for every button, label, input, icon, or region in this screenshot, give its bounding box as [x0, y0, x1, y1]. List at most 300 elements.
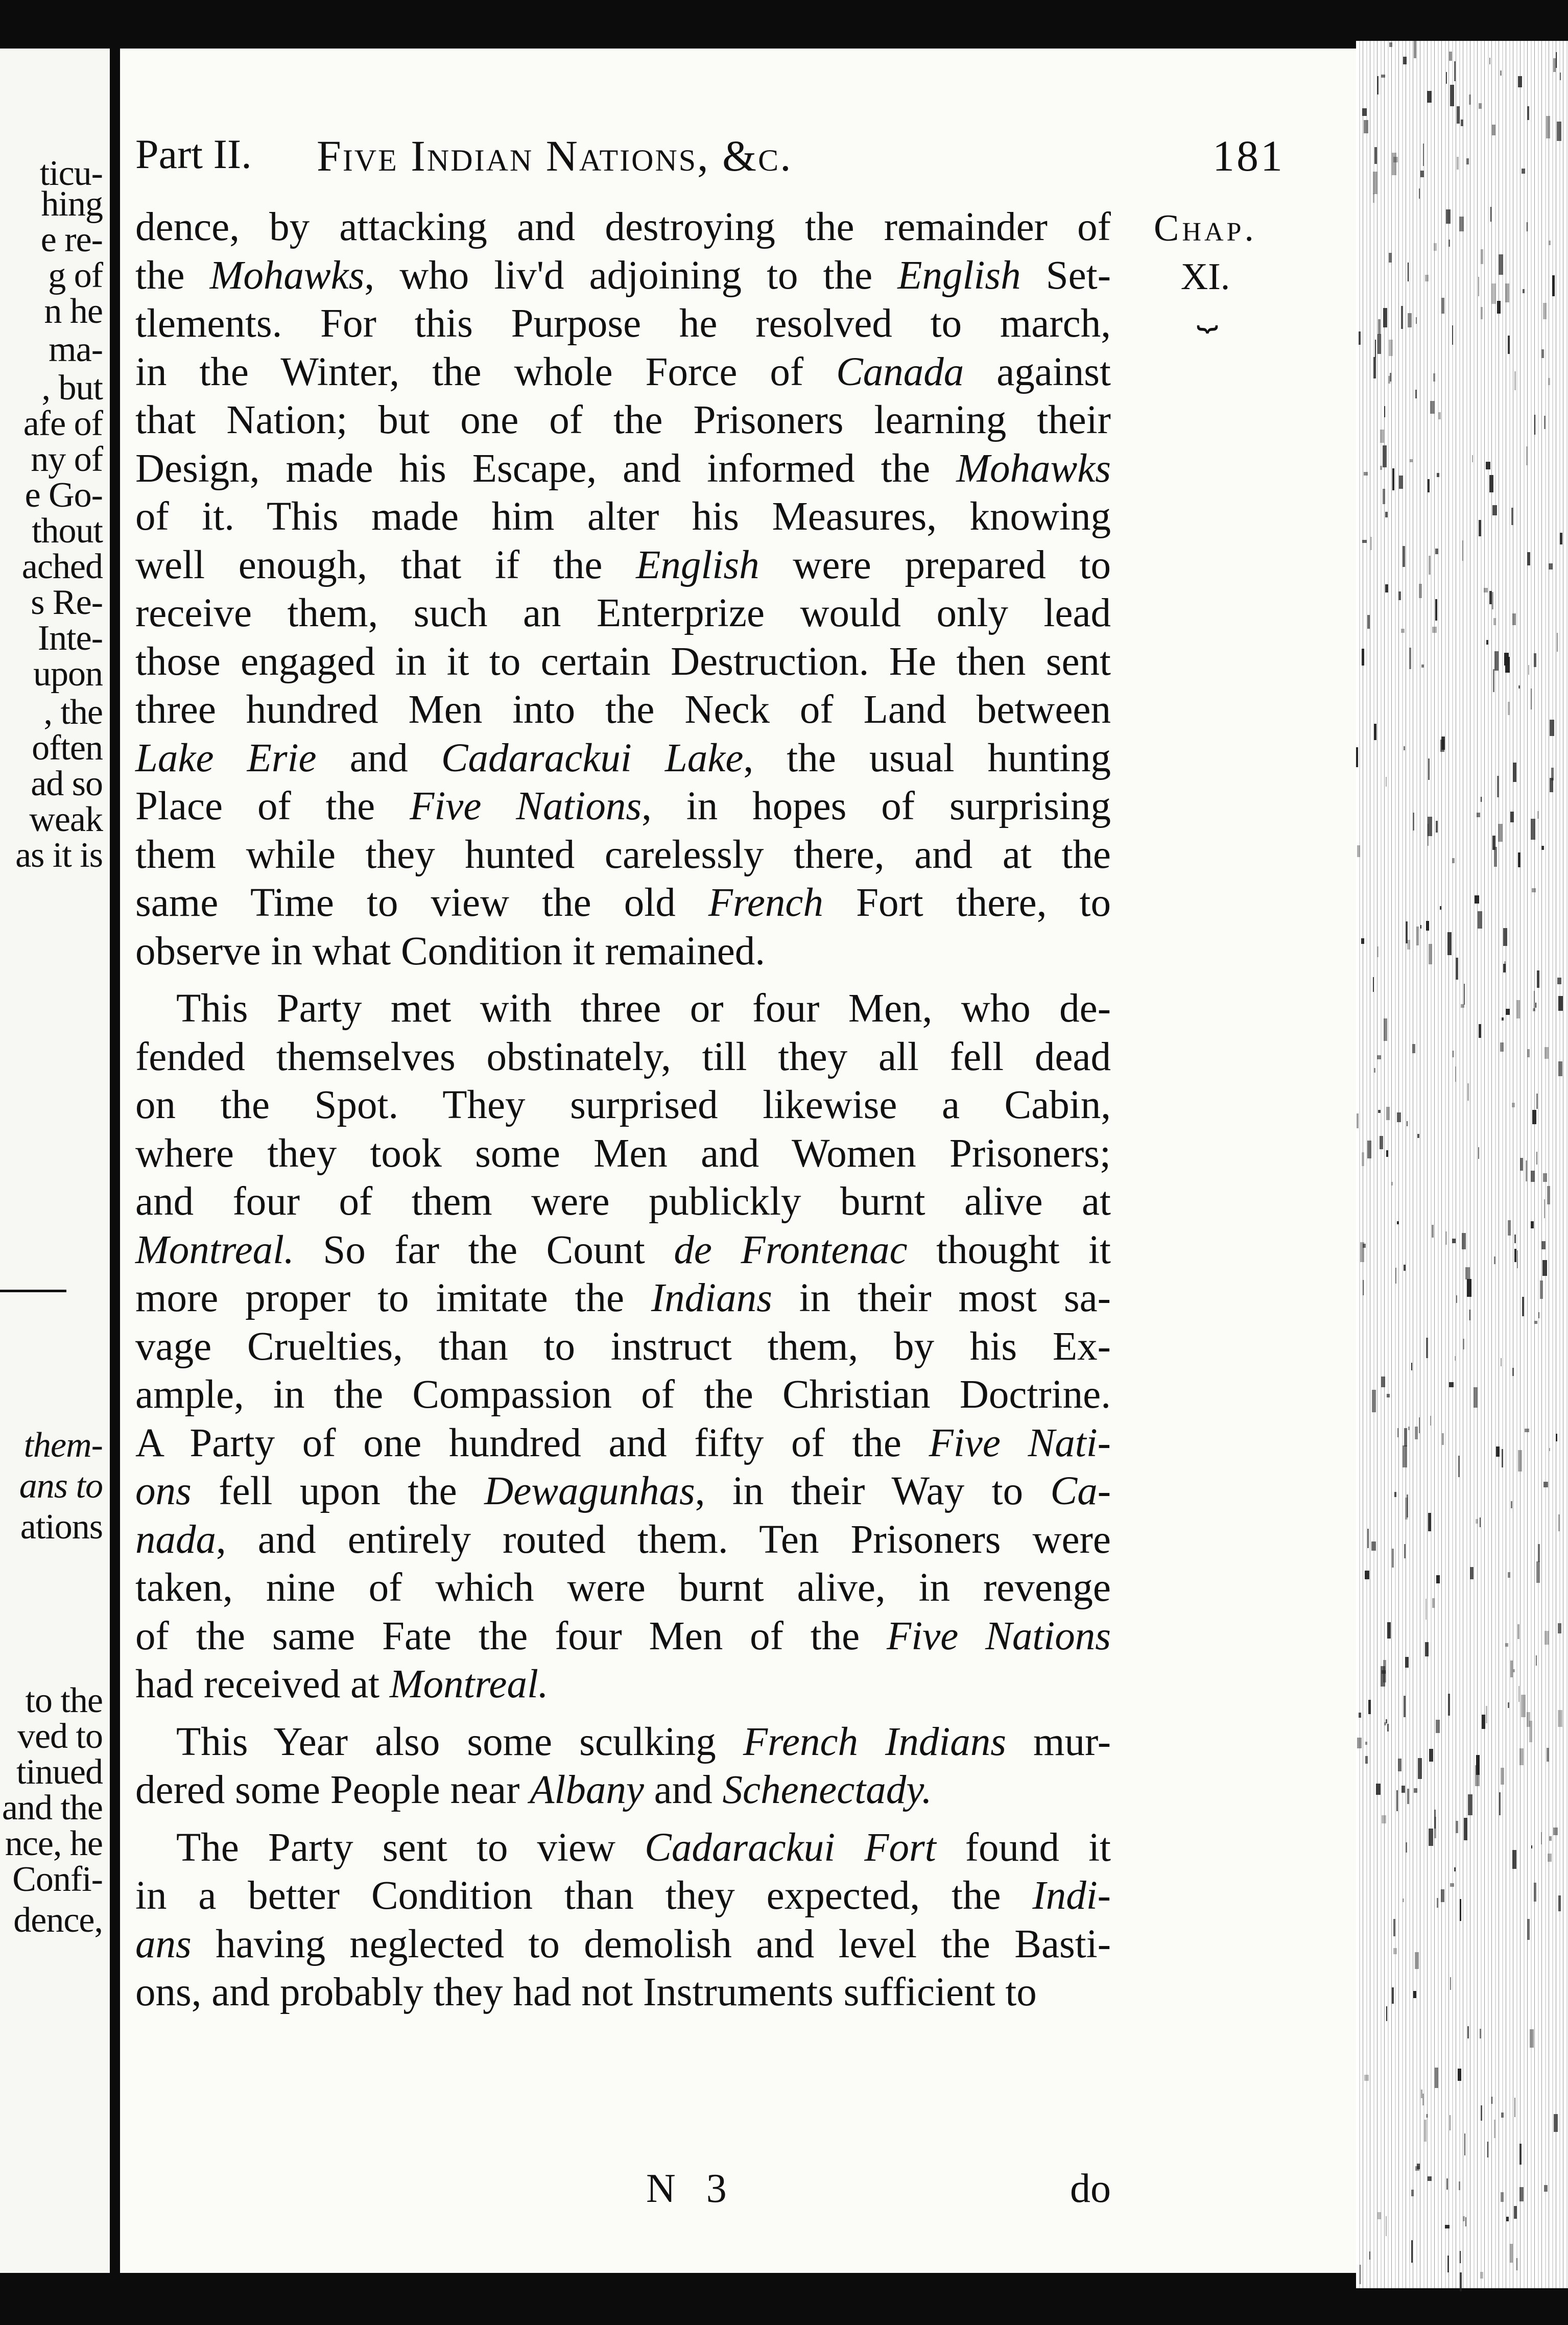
- scan-speck: [1386, 1150, 1388, 1157]
- scan-speck: [1491, 2097, 1492, 2104]
- text-line: tlements. For this Purpose he resolved to march,: [135, 301, 1111, 346]
- scan-speck: [1420, 925, 1421, 929]
- scan-speck: [1475, 895, 1479, 904]
- previous-page-fragment: ved to: [17, 1717, 103, 1756]
- previous-page-fragment: ached: [21, 547, 103, 586]
- scan-speck: [1489, 475, 1493, 492]
- scan-speck: [1487, 2142, 1488, 2157]
- scan-speck: [1557, 122, 1561, 141]
- scan-speck: [1455, 1066, 1456, 1082]
- scan-speck: [1377, 334, 1381, 354]
- text-line: taken, nine of which were burnt alive, in revenge: [135, 1565, 1111, 1610]
- scan-speck: [1432, 1598, 1435, 1608]
- scan-speck: [1442, 1433, 1444, 1445]
- scan-speck: [1376, 1784, 1381, 1795]
- scan-speck: [1405, 1498, 1408, 1520]
- scan-speck: [1480, 2272, 1483, 2279]
- scan-speck: [1407, 1789, 1409, 1804]
- scan-speck: [1397, 1428, 1398, 1437]
- scan-speck: [1434, 243, 1437, 251]
- scan-speck: [1514, 1235, 1516, 1243]
- scan-speck: [1398, 591, 1401, 600]
- scan-speck: [1383, 445, 1387, 467]
- scan-speck: [1531, 1171, 1535, 1182]
- scan-speck: [1432, 627, 1437, 633]
- scan-speck: [1456, 1295, 1457, 1303]
- scan-speck: [1511, 1501, 1512, 1508]
- scan-speck: [1535, 1003, 1536, 1008]
- text-line: fended themselves obstinately, till they all fell dead: [135, 1034, 1111, 1079]
- scan-speck: [1476, 1755, 1480, 1775]
- running-head: [135, 130, 1285, 186]
- scan-speck: [1499, 254, 1503, 275]
- scan-speck: [1404, 1265, 1406, 1271]
- text-line: in the Winter, the whole Force of Canada against: [135, 349, 1111, 394]
- scan-speck: [1518, 685, 1520, 689]
- scan-speck: [1489, 58, 1490, 64]
- text-line: Design, made his Escape, and informed the Mohawks: [135, 446, 1111, 491]
- scan-speck: [1508, 1220, 1511, 1236]
- scan-speck: [1549, 1836, 1552, 1841]
- scan-speck: [1373, 357, 1376, 378]
- previous-page-fragment: to the: [25, 1681, 103, 1720]
- scan-speck: [1508, 1572, 1510, 1578]
- scan-speck: [1506, 1009, 1510, 1015]
- scan-speck: [1419, 188, 1420, 199]
- scan-speck: [1494, 2120, 1495, 2138]
- previous-page-fragment: ad so: [31, 764, 103, 803]
- scan-speck: [1511, 508, 1513, 525]
- scan-speck: [1394, 1492, 1396, 1497]
- scan-speck: [1514, 371, 1516, 390]
- previous-page-fragment: them-: [23, 1426, 103, 1465]
- scan-speck: [1537, 811, 1539, 819]
- scan-speck: [1389, 340, 1393, 356]
- scan-speck: [1503, 928, 1507, 946]
- scan-speck: [1426, 1599, 1427, 1620]
- scan-speck: [1503, 964, 1506, 972]
- scan-speck: [1449, 1382, 1454, 1387]
- scan-speck: [1377, 946, 1379, 957]
- text-line: dered some People near Albany and Schenectady.: [135, 1768, 932, 1812]
- scan-speck: [1378, 1110, 1381, 1113]
- scan-speck: [1385, 584, 1388, 592]
- scan-speck: [1415, 390, 1417, 398]
- scan-speck: [1430, 1416, 1431, 1426]
- scan-speck: [1477, 813, 1480, 817]
- scan-speck: [1516, 2258, 1517, 2270]
- scan-speck: [1467, 1279, 1471, 1297]
- previous-page-edge: [0, 49, 110, 2273]
- scan-speck: [1536, 1152, 1537, 1165]
- scan-speck: [1363, 1244, 1366, 1248]
- scan-speck: [1437, 1898, 1438, 1908]
- scan-speck: [1426, 921, 1429, 931]
- scan-speck: [1420, 171, 1424, 177]
- scan-speck: [1406, 921, 1408, 943]
- text-line: Montreal. So far the Count de Frontenac thought it: [135, 1227, 1111, 1272]
- scan-speck: [1479, 1024, 1481, 1038]
- scan-speck: [1502, 1017, 1504, 1021]
- previous-page-fragment: and the: [2, 1788, 103, 1828]
- scan-speck: [1536, 1561, 1540, 1583]
- scan-speck: [1520, 1158, 1523, 1171]
- scan-speck: [1552, 275, 1555, 296]
- scan-speck: [1527, 222, 1528, 231]
- scan-speck: [1514, 1249, 1516, 1262]
- scan-speck: [1508, 1702, 1509, 1708]
- scan-speck: [1549, 563, 1553, 570]
- page-number: 181: [1213, 131, 1285, 180]
- scan-speck: [1377, 2212, 1381, 2219]
- part-label: Part II.: [135, 131, 252, 177]
- scan-speck: [1429, 1829, 1433, 1846]
- scan-speck: [1460, 2251, 1461, 2263]
- text-line: and four of them were publickly burnt alive at: [135, 1179, 1111, 1224]
- scan-speck: [1558, 1623, 1561, 1633]
- scan-speck: [1557, 978, 1561, 984]
- scan-speck: [1534, 653, 1536, 667]
- scan-speck: [1427, 2114, 1428, 2118]
- scan-speck: [1531, 1221, 1534, 1228]
- scan-speck: [1536, 1094, 1538, 1109]
- scan-speck: [1557, 633, 1558, 652]
- scan-speck: [1411, 2240, 1413, 2263]
- scan-speck: [1514, 2206, 1517, 2219]
- scan-speck: [1445, 1231, 1447, 1245]
- scan-speck: [1513, 1669, 1515, 1672]
- scan-speck: [1548, 1854, 1552, 1862]
- text-line: had received at Montreal.: [135, 1662, 549, 1706]
- scan-speck: [1560, 533, 1562, 544]
- text-line: of it. This made him alter his Measures, knowing: [135, 494, 1111, 539]
- text-line: in a better Condition than they expected, the Indi-: [135, 1873, 1111, 1918]
- scan-speck: [1417, 1134, 1419, 1138]
- scan-speck: [1528, 665, 1529, 675]
- scan-speck: [1423, 144, 1424, 166]
- previous-page-fragment: dence,: [13, 1901, 103, 1940]
- scan-speck: [1429, 944, 1432, 964]
- scan-speck: [1493, 669, 1494, 692]
- scan-speck: [1374, 724, 1376, 740]
- scan-speck: [1478, 911, 1482, 929]
- scan-speck: [1482, 1715, 1485, 1729]
- previous-page-fragment: n he: [44, 292, 103, 331]
- scan-speck: [1460, 2272, 1462, 2291]
- scan-speck: [1556, 52, 1557, 68]
- scan-speck: [1440, 906, 1441, 910]
- scan-speck: [1380, 466, 1382, 470]
- scan-speck: [1383, 308, 1387, 327]
- scan-speck: [1450, 1977, 1451, 1990]
- scan-speck: [1500, 1042, 1504, 1052]
- scan-speck: [1403, 57, 1407, 64]
- scan-speck: [1408, 1427, 1410, 1430]
- scan-speck: [1545, 1631, 1549, 1645]
- scan-speck: [1436, 1720, 1440, 1733]
- scan-speck: [1518, 76, 1522, 87]
- previous-page-fragment: , but: [41, 368, 103, 408]
- scan-speck: [1549, 241, 1551, 245]
- text-line: well enough, that if the English were prepared to: [135, 542, 1111, 587]
- scan-speck: [1456, 958, 1458, 980]
- scan-speck: [1457, 106, 1460, 124]
- scan-speck: [1387, 1622, 1391, 1639]
- scan-speck: [1367, 615, 1370, 629]
- previous-page-fragment: e Go-: [25, 476, 103, 515]
- scan-speck: [1397, 1221, 1399, 1224]
- scan-speck: [1518, 1686, 1519, 1702]
- scan-speck: [1465, 1267, 1470, 1279]
- previous-page-fragment: hing: [41, 184, 103, 224]
- scan-speck: [1419, 1417, 1420, 1433]
- scan-speck: [1441, 737, 1445, 750]
- scan-speck: [1486, 640, 1488, 645]
- text-line: dence, by attacking and destroying the remainder of: [135, 205, 1111, 249]
- text-line: This Year also some sculking French Indians mur-: [176, 1719, 1111, 1764]
- scan-speck: [1541, 1832, 1542, 1844]
- previous-page-fragment: ma-: [49, 330, 103, 369]
- scan-speck: [1519, 2187, 1524, 2201]
- scan-speck: [1499, 1792, 1501, 1815]
- scan-speck: [1404, 1428, 1407, 1446]
- scan-speck: [1541, 846, 1544, 850]
- running-title: Five Indian Nations, &c.: [317, 131, 793, 180]
- scan-speck: [1484, 588, 1488, 592]
- scan-speck: [1480, 2029, 1481, 2038]
- scan-speck: [1478, 277, 1479, 296]
- scan-speck: [1389, 42, 1392, 47]
- scan-speck: [1543, 1173, 1547, 1182]
- scan-speck: [1416, 927, 1419, 945]
- scan-speck: [1409, 648, 1411, 669]
- scan-speck: [1547, 1748, 1549, 1762]
- paragraph-gap: [135, 976, 1111, 985]
- scan-speck: [1494, 847, 1497, 867]
- scan-speck: [1436, 821, 1438, 833]
- text-line: Lake Erie and Cadarackui Lake, the usual hunting: [135, 736, 1111, 780]
- scan-speck: [1377, 76, 1379, 94]
- scan-speck: [1422, 2094, 1424, 2105]
- scan-speck: [1404, 746, 1405, 750]
- scan-speck: [1481, 797, 1482, 802]
- scan-speck: [1428, 479, 1430, 492]
- scan-speck: [1364, 472, 1368, 476]
- scan-speck: [1492, 505, 1497, 515]
- scan-speck: [1357, 1738, 1362, 1748]
- scan-speck: [1533, 1008, 1535, 1011]
- scan-speck: [1501, 1358, 1502, 1366]
- scan-speck: [1392, 153, 1396, 175]
- scan-speck: [1531, 1845, 1532, 1848]
- text-line: This Party met with three or four Men, who de-: [176, 986, 1111, 1031]
- scan-speck: [1413, 1991, 1416, 1998]
- previous-page-fragment: often: [32, 728, 103, 768]
- scan-speck: [1398, 1759, 1401, 1771]
- scan-speck: [1508, 702, 1510, 715]
- scan-speck: [1437, 473, 1439, 477]
- scan-speck: [1372, 1390, 1376, 1412]
- scan-speck: [1389, 253, 1392, 263]
- scan-speck: [1534, 1883, 1536, 1902]
- scan-speck: [1392, 468, 1394, 490]
- scan-speck: [1446, 72, 1447, 84]
- scan-speck: [1432, 1225, 1434, 1238]
- scan-speck: [1541, 1241, 1546, 1249]
- scan-speck: [1526, 1160, 1527, 1181]
- scan-speck: [1500, 70, 1502, 76]
- scan-speck: [1445, 2225, 1450, 2228]
- scan-speck: [1359, 1713, 1361, 1718]
- scan-speck: [1388, 376, 1390, 384]
- scan-speck: [1403, 1445, 1407, 1467]
- scan-speck: [1467, 2026, 1469, 2038]
- scan-speck: [1410, 459, 1413, 462]
- scan-speck: [1408, 263, 1409, 281]
- scan-speck: [1512, 1850, 1516, 1869]
- scan-speck: [1357, 845, 1360, 857]
- scan-speck: [1518, 1450, 1522, 1472]
- scan-speck: [1435, 2068, 1438, 2088]
- scan-speck: [1382, 1815, 1386, 1823]
- scan-speck: [1452, 1239, 1456, 1243]
- scan-speck: [1386, 1719, 1387, 1723]
- scan-speck: [1448, 240, 1450, 247]
- scan-speck: [1463, 1339, 1464, 1349]
- scan-speck: [1543, 1482, 1548, 1487]
- previous-page-fragment: Inte-: [37, 619, 103, 658]
- scan-speck: [1438, 412, 1441, 419]
- scan-speck: [1467, 1083, 1469, 1101]
- scan-speck: [1465, 2217, 1466, 2226]
- scan-speck: [1369, 2251, 1370, 2260]
- scan-speck: [1450, 85, 1454, 106]
- scan-speck: [1436, 1575, 1440, 1583]
- scan-speck: [1513, 763, 1516, 782]
- scan-speck: [1456, 1821, 1458, 1833]
- scan-speck: [1522, 169, 1525, 174]
- scan-speck: [1531, 819, 1535, 840]
- scan-speck: [1362, 540, 1367, 543]
- scan-speck: [1463, 2216, 1465, 2221]
- scan-speck: [1558, 1710, 1562, 1727]
- scan-speck: [1550, 720, 1554, 736]
- scan-speck: [1494, 651, 1499, 671]
- scan-speck: [1416, 317, 1417, 324]
- scan-speck: [1542, 1260, 1547, 1276]
- scan-speck: [1472, 455, 1473, 462]
- scan-speck: [1525, 1429, 1529, 1432]
- scan-speck: [1466, 158, 1469, 164]
- scan-speck: [1536, 1655, 1537, 1666]
- scan-speck: [1384, 1018, 1387, 1041]
- scan-speck: [1512, 1103, 1515, 1107]
- scan-speck: [1537, 970, 1539, 988]
- text-line: ans having neglected to demolish and level the Basti-: [135, 1921, 1111, 1966]
- text-line: on the Spot. They surprised likewise a Cabin,: [135, 1083, 1111, 1127]
- scan-speck: [1405, 1657, 1409, 1668]
- scan-speck: [1476, 1519, 1478, 1524]
- scan-speck: [1425, 275, 1429, 281]
- scan-speck: [1414, 1788, 1417, 1793]
- scan-speck: [1452, 858, 1455, 863]
- scan-speck: [1362, 649, 1364, 666]
- scan-speck: [1549, 1448, 1550, 1451]
- scan-speck: [1360, 2265, 1361, 2284]
- previous-page-fragment: ations: [20, 1507, 103, 1547]
- scan-speck: [1387, 1394, 1390, 1397]
- scan-speck: [1538, 1312, 1539, 1318]
- page-footer: [135, 2166, 1111, 2217]
- scan-speck: [1454, 1867, 1456, 1871]
- scan-speck: [1391, 1182, 1393, 1185]
- scan-speck: [1367, 1141, 1371, 1158]
- scan-speck: [1415, 2166, 1419, 2171]
- scan-speck: [1459, 217, 1464, 231]
- text-line: that Nation; but one of the Prisoners learning their: [135, 398, 1111, 442]
- scan-speck: [1381, 75, 1385, 78]
- scan-speck: [1480, 1517, 1481, 1527]
- previous-page-fragment: g of: [48, 256, 103, 295]
- scan-speck: [1378, 319, 1381, 335]
- chapter-number: XI.: [1180, 256, 1230, 298]
- scan-speck: [1501, 2192, 1504, 2202]
- scan-speck: [1527, 1919, 1530, 1940]
- scan-speck: [1408, 313, 1412, 327]
- scan-speck: [1435, 549, 1438, 554]
- scan-speck: [1554, 2114, 1558, 2132]
- scan-speck: [1531, 689, 1532, 709]
- text-line: ons, and probably they had not Instruments sufficient to: [135, 1970, 1037, 2014]
- scan-speck: [1481, 249, 1483, 264]
- scan-speck: [1419, 584, 1422, 598]
- scan-speck: [1527, 1049, 1530, 1057]
- scan-speck: [1468, 1794, 1472, 1815]
- scan-speck: [1486, 1706, 1487, 1723]
- scan-speck: [1490, 207, 1491, 222]
- scan-speck: [1397, 1112, 1401, 1122]
- scan-speck: [1544, 1199, 1545, 1218]
- scan-speck: [1453, 1051, 1454, 1057]
- text-line: them while they hunted carelessly there, and at the: [135, 832, 1111, 877]
- scan-speck: [1510, 2244, 1513, 2263]
- scan-speck: [1493, 618, 1496, 625]
- text-line: nada, and entirely routed them. Ten Prisoners were: [135, 1517, 1111, 1562]
- scan-speck: [1506, 2217, 1509, 2221]
- scan-speck: [1384, 406, 1385, 417]
- scan-speck: [1392, 1549, 1394, 1568]
- text-line: receive them, such an Enterprize would only lead: [135, 591, 1111, 635]
- previous-page-fragment: e re-: [40, 220, 103, 259]
- scan-speck: [1521, 1695, 1526, 1717]
- scan-speck: [1481, 307, 1483, 319]
- scan-speck: [1383, 489, 1385, 504]
- scan-speck: [1393, 1948, 1397, 1954]
- scan-speck: [1428, 817, 1432, 836]
- scan-speck: [1404, 1696, 1406, 1717]
- scan-speck: [1371, 1541, 1376, 1551]
- scan-speck: [1461, 120, 1463, 126]
- scan-speck: [1386, 1107, 1390, 1120]
- scan-speck: [1441, 298, 1444, 314]
- scan-speck: [1553, 58, 1556, 72]
- previous-page-fragment: , the: [43, 693, 103, 732]
- scan-speck: [1469, 1310, 1470, 1320]
- scan-speck: [1516, 1000, 1520, 1018]
- scan-speck: [1356, 747, 1358, 767]
- text-line: three hundred Men into the Neck of Land between: [135, 687, 1111, 732]
- scan-speck: [1492, 592, 1493, 609]
